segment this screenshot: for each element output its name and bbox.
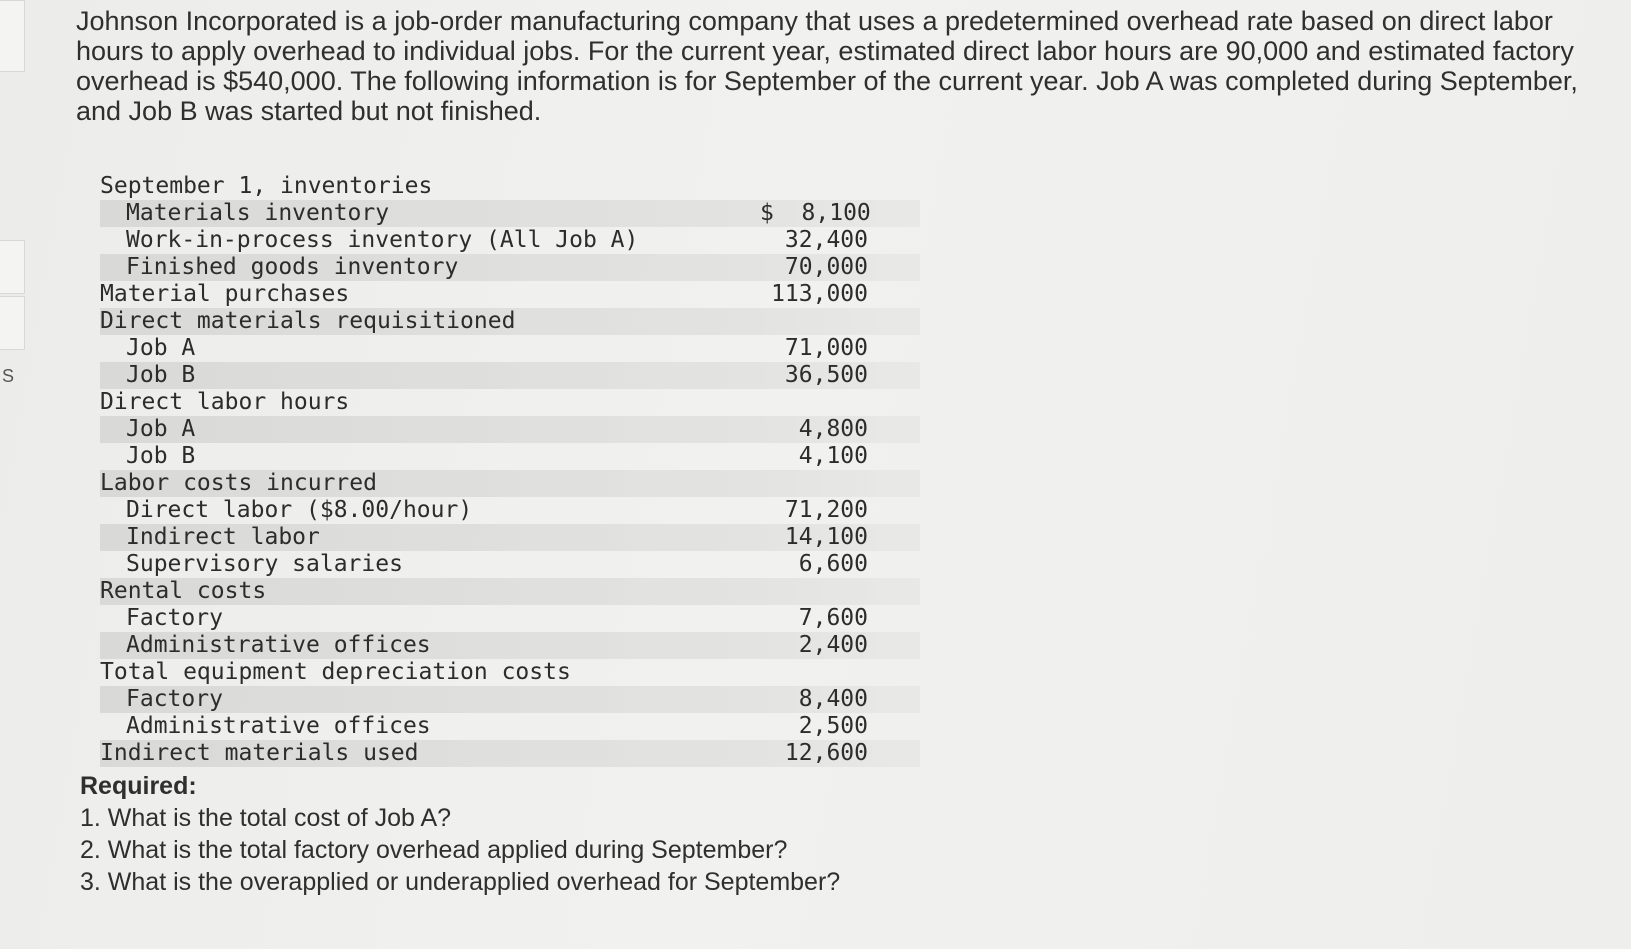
row-label: Administrative offices xyxy=(126,713,431,739)
row-label: Job A xyxy=(126,416,196,442)
row-amount: 14,100 xyxy=(784,524,868,550)
table-row xyxy=(100,443,920,470)
row-amount: 36,500 xyxy=(784,362,868,388)
row-amount: 32,400 xyxy=(784,227,868,253)
table-row xyxy=(100,605,920,632)
table-row xyxy=(100,713,920,740)
row-label: Indirect materials used xyxy=(100,740,419,766)
row-label: Factory xyxy=(126,605,223,631)
row-label: Direct labor ($8.00/hour) xyxy=(126,497,473,523)
data-table xyxy=(100,173,920,767)
row-amount xyxy=(760,173,868,200)
table-row xyxy=(100,659,920,686)
table-row xyxy=(100,632,920,659)
row-label: Total equipment depreciation costs xyxy=(100,659,571,685)
row-amount: 4,100 xyxy=(798,443,868,469)
row-label: Direct labor hours xyxy=(100,389,350,415)
table-row xyxy=(100,281,920,308)
required-heading: Required: xyxy=(80,772,197,800)
row-amount: 113,000 xyxy=(771,281,868,307)
row-amount xyxy=(760,308,868,335)
row-amount: 6,600 xyxy=(798,551,868,577)
row-amount xyxy=(760,659,868,686)
row-amount: 2,400 xyxy=(798,632,868,658)
table-row xyxy=(100,740,920,767)
row-label: Indirect labor xyxy=(126,524,320,550)
row-amount: 7,600 xyxy=(798,605,868,631)
row-label: September 1, inventories xyxy=(100,173,433,199)
row-amount xyxy=(760,578,868,605)
table-row xyxy=(100,362,920,389)
row-label: Work-in-process inventory (All Job A) xyxy=(126,227,639,253)
row-amount: 8,400 xyxy=(798,686,868,712)
table-row xyxy=(100,254,920,281)
table-row xyxy=(100,335,920,362)
row-amount xyxy=(760,389,868,416)
question-1: 1. What is the total cost of Job A? xyxy=(80,804,452,832)
table-row xyxy=(100,470,920,497)
row-amount: 12,600 xyxy=(784,740,868,766)
row-label: Finished goods inventory xyxy=(126,254,459,280)
row-amount xyxy=(760,470,868,497)
table-row xyxy=(100,416,920,443)
table-row xyxy=(100,227,920,254)
row-label: Supervisory salaries xyxy=(126,551,403,577)
row-amount: $ 8,100 xyxy=(760,200,871,226)
row-label: Administrative offices xyxy=(126,632,431,658)
table-row xyxy=(100,497,920,524)
row-amount: 71,000 xyxy=(784,335,868,361)
row-amount: 70,000 xyxy=(784,254,868,280)
row-label: Job A xyxy=(126,335,196,361)
table-row xyxy=(100,578,920,605)
table-row xyxy=(100,389,920,416)
row-label: Factory xyxy=(126,686,223,712)
table-row xyxy=(100,173,920,200)
row-amount: 2,500 xyxy=(798,713,868,739)
required-section xyxy=(80,770,840,898)
table-row xyxy=(100,686,920,713)
left-edge-tab xyxy=(0,0,25,72)
left-edge-tab xyxy=(0,296,25,350)
row-amount: 4,800 xyxy=(798,416,868,442)
table-row xyxy=(100,200,920,227)
row-label: Material purchases xyxy=(100,281,350,307)
row-label: Job B xyxy=(126,443,196,469)
question-3: 3. What is the overapplied or underapplied overhead for September? xyxy=(80,868,841,896)
problem-intro: Johnson Incorporated is a job-order manufacturing company that uses a predetermined overhead rate based on direct labor hours to apply overhead to individual jobs. For the current year, estimated direct labor hours are 90,000 and estimated factory overhead is $540,000. The following information is for September of the current year. Job A was completed during September, and Job B was started but not finished. xyxy=(76,6,1578,126)
row-label: Materials inventory xyxy=(126,200,390,226)
edge-letter: S xyxy=(2,366,15,386)
left-edge-tab xyxy=(0,240,25,294)
row-label: Direct materials requisitioned xyxy=(100,308,516,334)
row-label: Job B xyxy=(126,362,196,388)
row-amount: 71,200 xyxy=(784,497,868,523)
row-label: Labor costs incurred xyxy=(100,470,377,496)
table-row xyxy=(100,551,920,578)
table-row xyxy=(100,524,920,551)
question-2: 2. What is the total factory overhead applied during September? xyxy=(80,836,788,864)
row-label: Rental costs xyxy=(100,578,267,604)
table-row xyxy=(100,308,920,335)
